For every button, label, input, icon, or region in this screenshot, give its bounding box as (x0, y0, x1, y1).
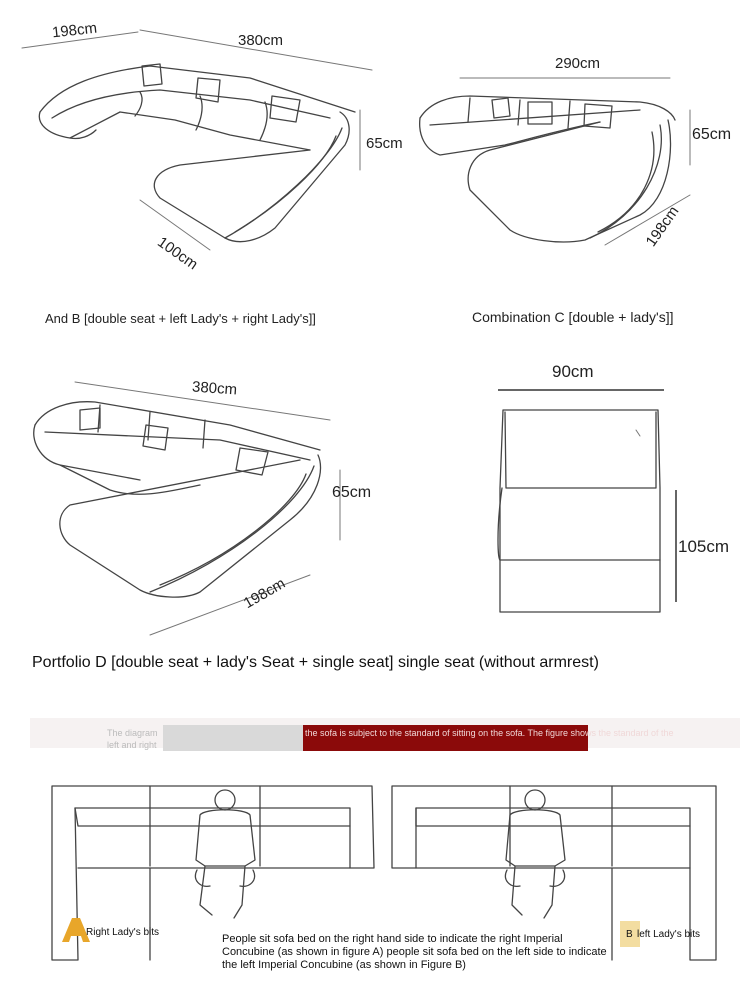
sofa-c-height-dimension: 65cm (692, 126, 732, 143)
explanation-text: People sit sofa bed on the right hand side to indicate the right Imperial Concubine (as shown in figure A) people sit sofa bed on the left side to indicate the left Imperial Concubine (as shown in Figure B) (222, 933, 607, 971)
banner-gray-block (163, 725, 303, 751)
sofa-d-depth-dimension: 198cm (240, 574, 289, 613)
banner-left-text-2: left and right (107, 740, 157, 750)
sofa-b-depth-dimension: 100cm (154, 233, 201, 274)
single-seat-width-dimension: 90cm (552, 362, 594, 381)
single-seat-drawing (498, 390, 676, 612)
single-seat-height-dimension: 105cm (678, 537, 730, 556)
banner-left-text: The diagram (107, 728, 158, 738)
sofa-d-drawing (34, 382, 340, 635)
figure-a-label: Right Lady's bits (86, 927, 160, 938)
sofa-d-width-dimension: 380cm (191, 378, 238, 399)
sofa-b-width-dimension: 380cm (238, 32, 284, 49)
sofa-d-height-dimension: 65cm (332, 484, 372, 501)
sofa-c-depth-dimension: 198cm (642, 203, 683, 250)
figure-b-label: left Lady's bits (637, 929, 701, 940)
sofa-c-drawing (420, 78, 690, 245)
sofa-c-caption: Combination C [double + lady's]] (472, 309, 674, 325)
sofa-b-height-dimension: 65cm (366, 135, 403, 152)
sofa-c-width-dimension: 290cm (555, 55, 601, 72)
sofa-b-caption: And B [double seat + left Lady's + right Lady's]] (45, 311, 316, 326)
figure-b-marker: B (626, 929, 633, 940)
sofa-b-left-dimension: 198cm (51, 19, 98, 42)
banner-middle-text: the sofa is subject to the standard of sitting on the sofa. The figure shows the standard of the (305, 728, 674, 738)
portfolio-d-caption: Portfolio D [double seat + lady's Seat + single seat] single seat (without armrest) (32, 654, 599, 671)
sofa-b-drawing (22, 30, 372, 250)
